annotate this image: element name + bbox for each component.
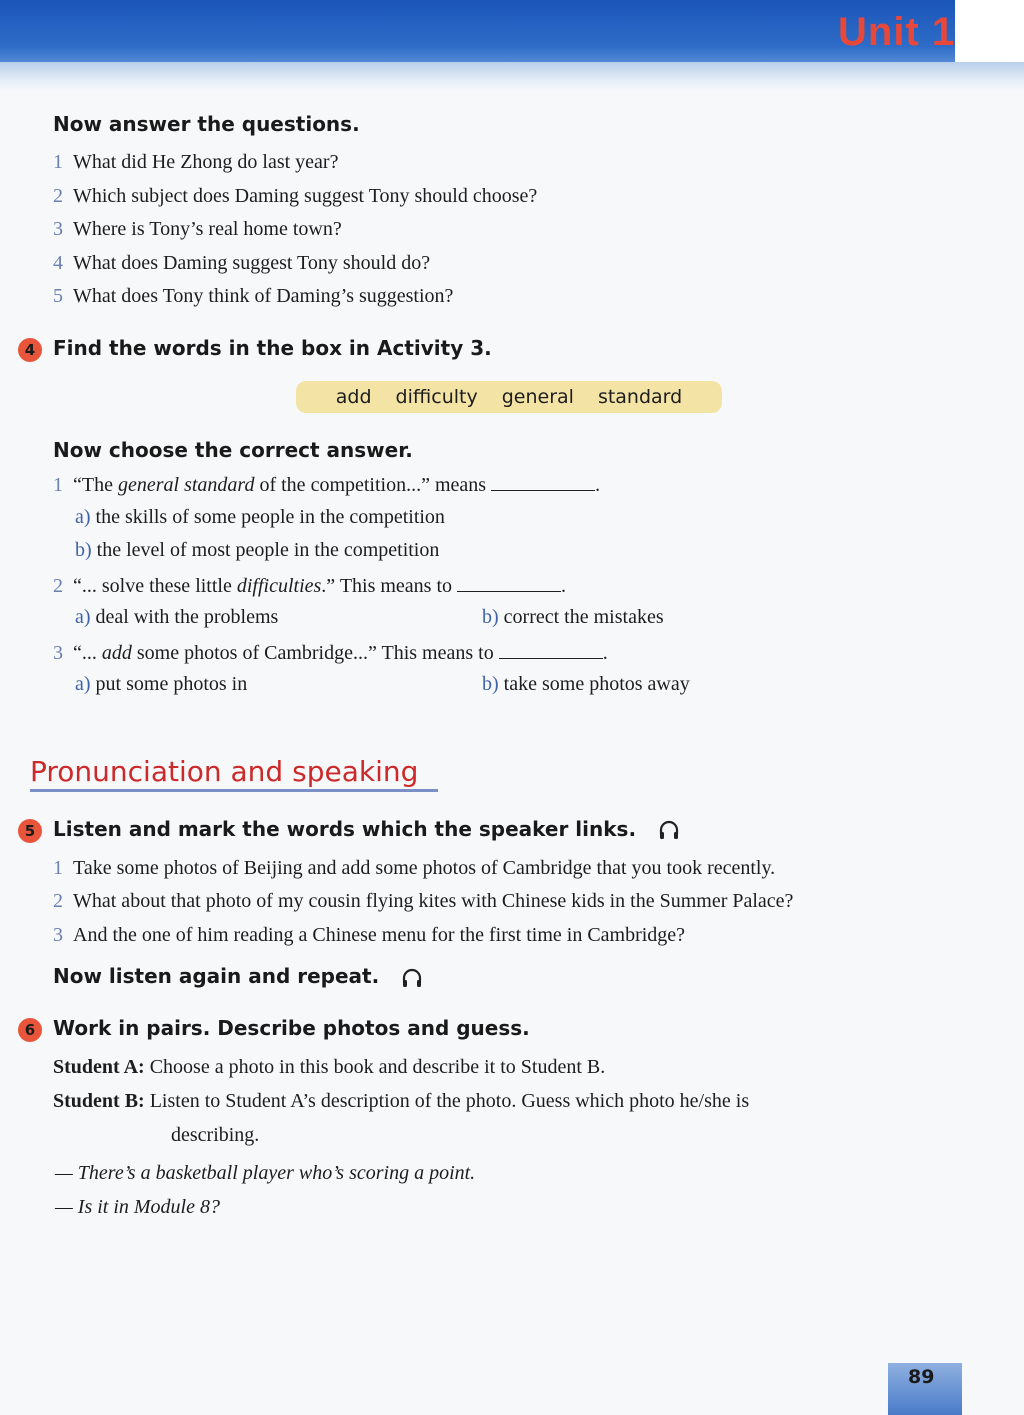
section-title: Pronunciation and speaking — [30, 755, 419, 788]
mc-option: b) correct the mistakes — [482, 606, 664, 628]
activity-4-heading: Find the words in the box in Activity 3. — [53, 336, 492, 360]
answer-blank — [499, 640, 603, 659]
word-box — [296, 381, 722, 413]
answer-blank — [491, 472, 595, 491]
word-box-item: add — [335, 386, 372, 408]
mc-option: a) put some photos in — [75, 673, 248, 695]
mc-question: 3 “... add some photos of Cambridge...” This means to . — [53, 642, 608, 664]
page-number: 89 — [908, 1366, 935, 1388]
banner-blue-bar — [0, 0, 965, 66]
student-b-line: Student B: Listen to Student A’s description of the photo. Guess which photo he/she is — [53, 1090, 750, 1112]
student-a-line: Student A: Choose a photo in this book and describe it to Student B. — [53, 1056, 606, 1078]
mc-option: b) the level of most people in the competition — [75, 539, 440, 561]
question-item: 2 Which subject does Daming suggest Tony should choose? — [53, 185, 538, 207]
mc-option: b) take some photos away — [482, 673, 690, 695]
activity-6-heading: Work in pairs. Describe photos and guess. — [53, 1016, 530, 1040]
listen-repeat-heading: Now listen again and repeat. — [53, 964, 380, 988]
question-item: 4 What does Daming suggest Tony should do? — [53, 252, 431, 274]
activity-6-badge: 6 — [18, 1018, 42, 1042]
banner-fade — [0, 62, 1024, 92]
mc-question: 2 “... solve these little difficulties.” This means to . — [53, 575, 567, 597]
mc-option: a) the skills of some people in the competition — [75, 506, 445, 528]
activity-5-badge: 5 — [18, 819, 42, 843]
example-line: — Is it in Module 8? — [55, 1196, 220, 1218]
word-box-item: general — [501, 386, 574, 408]
unit-title: Unit 1 — [838, 10, 956, 54]
listen-item: 3 And the one of him reading a Chinese menu for the first time in Cambridge? — [53, 924, 686, 946]
question-item: 5 What does Tony think of Daming’s suggestion? — [53, 285, 454, 307]
activity-5-heading: Listen and mark the words which the speaker links. — [53, 817, 637, 841]
mc-question: 1 “The general standard of the competition...” means . — [53, 474, 601, 496]
activity-4-badge: 4 — [18, 338, 42, 362]
question-item: 1 What did He Zhong do last year? — [53, 151, 339, 173]
word-box-item: standard — [597, 386, 683, 408]
top-banner — [0, 0, 1024, 92]
banner-corner — [955, 0, 1024, 62]
word-box-item: difficulty — [395, 386, 478, 408]
headphones-icon[interactable] — [400, 966, 424, 990]
headphones-icon[interactable] — [657, 818, 681, 842]
example-line: — There’s a basketball player who’s scoring a point. — [55, 1162, 476, 1184]
student-b-line-cont: describing. — [171, 1124, 260, 1146]
question-item: 3 Where is Tony’s real home town? — [53, 218, 342, 240]
mc-option: a) deal with the problems — [75, 606, 279, 628]
listen-item: 2 What about that photo of my cousin flying kites with Chinese kids in the Summer Palace? — [53, 890, 794, 912]
choose-answer-heading: Now choose the correct answer. — [53, 438, 413, 462]
answer-blank — [457, 573, 561, 592]
questions-heading: Now answer the questions. — [53, 112, 360, 136]
section-underline — [30, 789, 438, 792]
listen-item: 1 Take some photos of Beijing and add some photos of Cambridge that you took recently. — [53, 857, 776, 879]
